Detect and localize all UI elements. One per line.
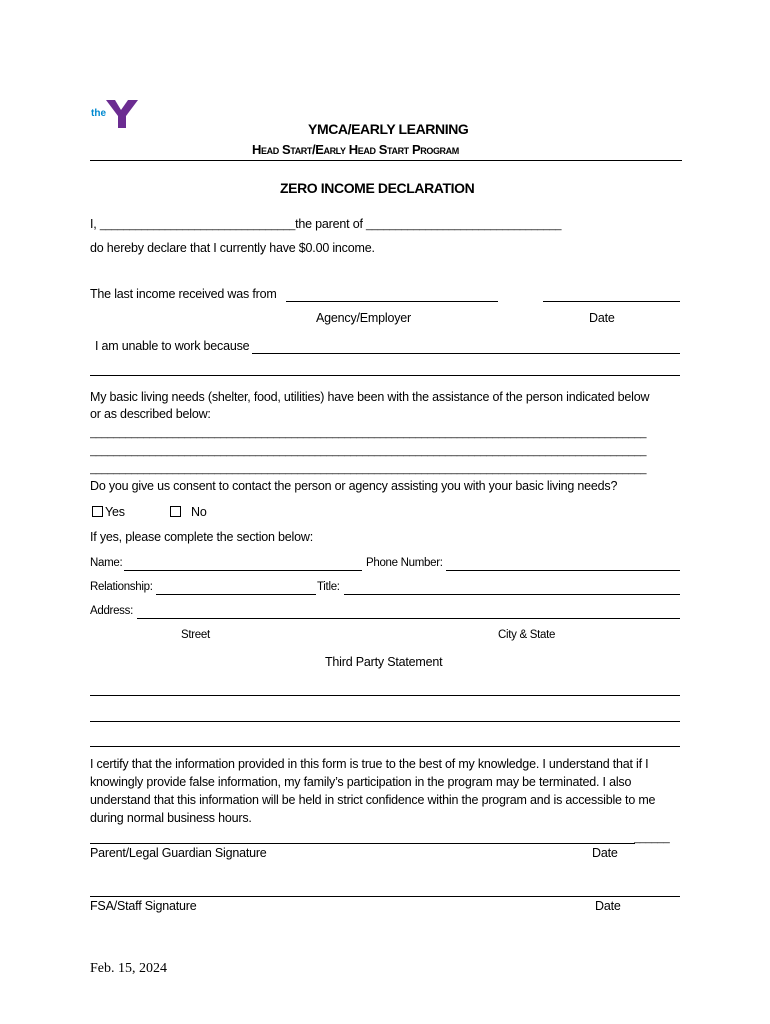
header-org: YMCA/EARLY LEARNING xyxy=(308,121,469,137)
third-party-field-3[interactable] xyxy=(90,746,680,747)
declaration-line2: do hereby declare that I currently have $0.00 income. xyxy=(90,241,375,255)
consent-no[interactable] xyxy=(170,505,207,519)
consent-yes[interactable] xyxy=(92,505,125,519)
city-state-caption: City & State xyxy=(498,629,556,641)
ymca-logo xyxy=(88,98,142,132)
certification-line-2: knowingly provide false information, my family’s participation in the program may be terminated. I also xyxy=(90,775,632,789)
third-party-field-1[interactable] xyxy=(90,695,680,696)
contact-name-field[interactable] xyxy=(124,570,362,571)
title-label: Title: xyxy=(317,581,340,593)
staff-date-label: Date xyxy=(595,899,621,913)
contact-title-field[interactable] xyxy=(344,594,680,595)
basic-needs-field-2[interactable]: ______________________________________________________________________________________________ xyxy=(90,445,647,457)
unable-to-work-field-2[interactable] xyxy=(90,375,680,376)
no-label: No xyxy=(191,505,207,519)
basic-needs-text-1: My basic living needs (shelter, food, utilities) have been with the assistance of the person indicated below xyxy=(90,390,650,404)
footer-date: Feb. 15, 2024 xyxy=(90,961,167,976)
header-rule xyxy=(90,160,682,161)
agency-employer-field[interactable] xyxy=(286,301,498,302)
consent-question: Do you give us consent to contact the person or agency assisting you with your basic living needs? xyxy=(90,479,618,493)
contact-phone-field[interactable] xyxy=(446,570,680,571)
certification-line-4: during normal business hours. xyxy=(90,811,252,825)
basic-needs-text-2: or as described below: xyxy=(90,407,211,421)
guardian-signature-field[interactable] xyxy=(90,843,635,844)
staff-signature-label: FSA/Staff Signature xyxy=(90,899,197,913)
declaration-line xyxy=(90,217,561,231)
relationship-label: Relationship: xyxy=(90,581,153,593)
guardian-signature-label: Parent/Legal Guardian Signature xyxy=(90,846,267,860)
agency-caption: Agency/Employer xyxy=(316,311,411,325)
basic-needs-field-1[interactable]: ______________________________________________________________________________________________ xyxy=(90,427,647,439)
declarant-name-field[interactable]: _________________________________ xyxy=(99,219,296,231)
name-label: Name: xyxy=(90,557,123,569)
last-income-date-field[interactable] xyxy=(543,301,680,302)
relationship-field[interactable] xyxy=(156,594,316,595)
date-caption: Date xyxy=(589,311,615,325)
form-title: ZERO INCOME DECLARATION xyxy=(280,180,475,196)
guardian-date-field[interactable]: ______ xyxy=(634,832,670,844)
yes-checkbox[interactable] xyxy=(92,506,103,517)
unable-to-work-label: I am unable to work because xyxy=(95,339,250,353)
yes-label: Yes xyxy=(105,505,125,519)
phone-label: Phone Number: xyxy=(366,557,443,569)
third-party-heading: Third Party Statement xyxy=(325,655,443,669)
third-party-field-2[interactable] xyxy=(90,721,680,722)
certification-line-1: I certify that the information provided in this form is true to the best of my knowledge. I understand that if I xyxy=(90,757,649,771)
street-caption: Street xyxy=(181,629,210,641)
guardian-date-label: Date xyxy=(592,846,618,860)
logo-the-text: the xyxy=(91,108,106,119)
certification-line-3: understand that this information will be held in strict confidence within the program and is accessible to me xyxy=(90,793,656,807)
address-label: Address: xyxy=(90,605,133,617)
no-checkbox[interactable] xyxy=(170,506,181,517)
address-field[interactable] xyxy=(137,618,680,619)
declaration-middle: the parent of xyxy=(295,217,363,231)
header-program: Head Start/Early Head Start Program xyxy=(252,142,459,157)
basic-needs-field-3[interactable]: ______________________________________________________________________________________________ xyxy=(90,463,647,475)
declaration-prefix: I, xyxy=(90,217,97,231)
child-name-field[interactable]: _________________________________ xyxy=(366,219,562,231)
staff-signature-field[interactable] xyxy=(90,896,680,897)
consent-instruction: If yes, please complete the section below: xyxy=(90,530,313,544)
unable-to-work-field[interactable] xyxy=(252,353,680,354)
last-income-label: The last income received was from xyxy=(90,287,277,301)
